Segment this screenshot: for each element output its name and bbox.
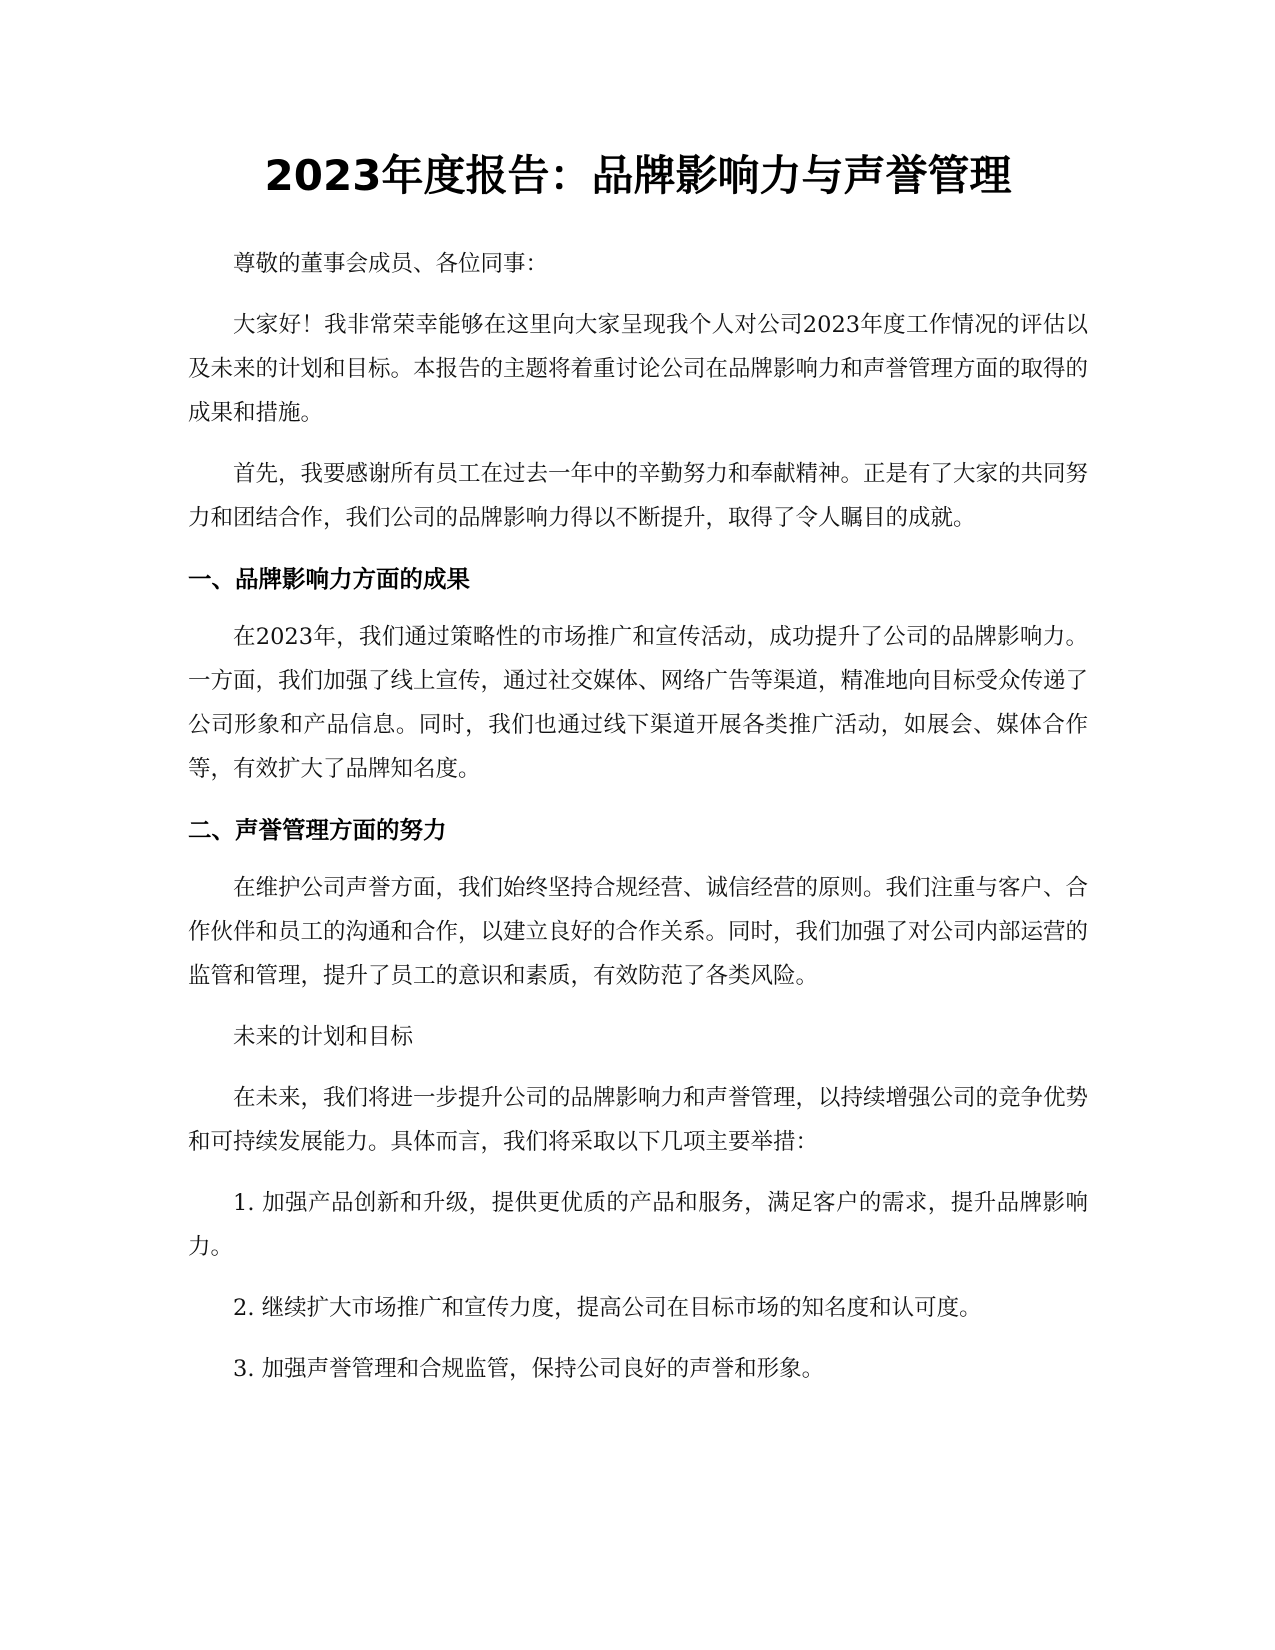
document-body [188, 148, 1088, 1408]
list-item: 1. 加强产品创新和升级，提供更优质的产品和服务，满足客户的需求，提升品牌影响力。 [188, 1190, 1088, 1260]
intro-paragraph: 首先，我要感谢所有员工在过去一年中的辛勤努力和奉献精神。正是有了大家的共同努力和团结合作，我们公司的品牌影响力得以不断提升，取得了令人瞩目的成就。 [188, 461, 1089, 531]
future-plans-subheading: 未来的计划和目标 [233, 1024, 414, 1050]
document-title: 2023年度报告：品牌影响力与声誉管理 [264, 151, 1012, 200]
future-plans-paragraph: 在未来，我们将进一步提升公司的品牌影响力和声誉管理，以持续增强公司的竞争优势和可持续发展能力。具体而言，我们将采取以下几项主要举措： [188, 1085, 1089, 1155]
section-heading-brand-influence: 一、品牌影响力方面的成果 [188, 565, 470, 593]
intro-paragraph: 大家好！我非常荣幸能够在这里向大家呈现我个人对公司2023年度工作情况的评估以及未来的计划和目标。本报告的主题将着重讨论公司在品牌影响力和声誉管理方面的取得的成果和措施。 [188, 312, 1089, 426]
list-item: 2. 继续扩大市场推广和宣传力度，提高公司在目标市场的知名度和认可度。 [233, 1295, 982, 1321]
list-item: 3. 加强声誉管理和合规监管，保持公司良好的声誉和形象。 [233, 1356, 825, 1382]
section-paragraph-brand-influence: 在2023年，我们通过策略性的市场推广和宣传活动，成功提升了公司的品牌影响力。一方面，我们加强了线上宣传，通过社交媒体、网络广告等渠道，精准地向目标受众传递了公司形象和产品信息。同时，我们也通过线下渠道开展各类推广活动，如展会、媒体合作等，有效扩大了品牌知名度。 [188, 624, 1089, 782]
section-paragraph-reputation: 在维护公司声誉方面，我们始终坚持合规经营、诚信经营的原则。我们注重与客户、合作伙伴和员工的沟通和合作，以建立良好的合作关系。同时，我们加强了对公司内部运营的监管和管理，提升了员工的意识和素质，有效防范了各类风险。 [188, 875, 1089, 989]
greeting: 尊敬的董事会成员、各位同事： [233, 251, 549, 277]
section-heading-reputation: 二、声誉管理方面的努力 [188, 816, 447, 844]
